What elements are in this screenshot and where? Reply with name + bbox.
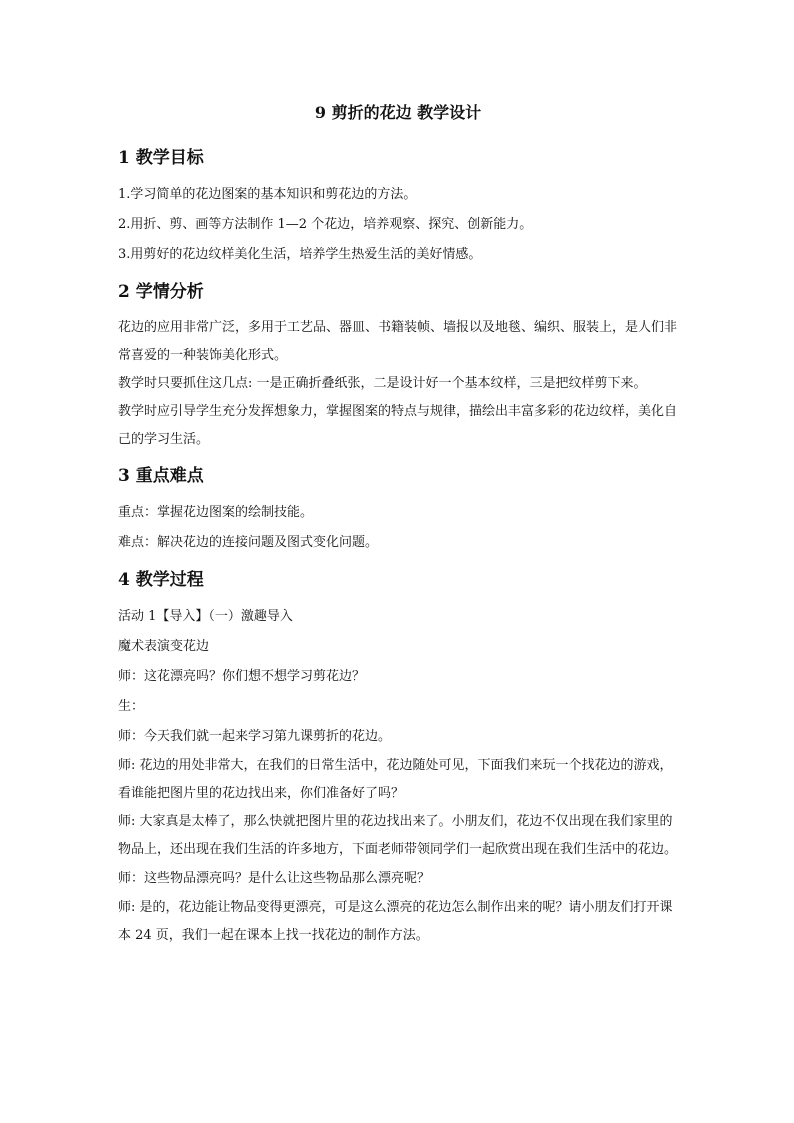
paragraph: 难点：解决花边的连接问题及图式变化问题。 <box>118 535 379 550</box>
paragraph: 教学时应引导学生充分发挥想象力，掌握图案的特点与规律，描绘出丰富多彩的花边纹样，美化自己的学习生活。 <box>118 404 678 447</box>
paragraph: 3.用剪好的花边纹样美化生活，培养学生热爱生活的美好情感。 <box>118 247 482 262</box>
section-heading: 4 教学过程 <box>118 570 204 590</box>
section-heading: 1 教学目标 <box>118 148 204 168</box>
paragraph: 生： <box>118 699 145 714</box>
section-teaching-goals <box>118 144 678 270</box>
paragraph: 花边的应用非常广泛，多用于工艺品、器皿、书籍装帧、墙报以及地毯、编织、服装上，是人们非常喜爱的一种装饰美化形式。 <box>118 320 678 363</box>
paragraph: 2.用折、剪、画等方法制作 1—2 个花边，培养观察、探究、创新能力。 <box>118 217 533 232</box>
paragraph: 活动 1【导入】（一）激趣导入 <box>118 609 293 624</box>
paragraph: 师：今天我们就一起来学习第九课剪折的花边。 <box>118 729 392 744</box>
section-learner-analysis <box>118 278 678 454</box>
section-heading: 2 学情分析 <box>118 282 204 302</box>
document-title: 9 剪折的花边 教学设计 <box>314 103 482 122</box>
section-key-points <box>118 462 678 558</box>
paragraph: 重点：掌握花边图案的绘制技能。 <box>118 505 314 520</box>
paragraph: 师：这些物品漂亮吗？是什么让这些物品那么漂亮呢？ <box>118 871 431 886</box>
paragraph: 教学时只要抓住这几点: 一是正确折叠纸张，二是设计好一个基本纹样，三是把纹样剪下来。 <box>118 376 647 391</box>
paragraph: 师：这花漂亮吗？你们想不想学习剪花边？ <box>118 669 366 684</box>
paragraph: 魔术表演变花边 <box>118 639 210 654</box>
section-teaching-process <box>118 566 678 950</box>
paragraph: 师: 是的，花边能让物品变得更漂亮，可是这么漂亮的花边怎么制作出来的呢？请小朋友们打开课本 24 页，我们一起在课本上找一找花边的制作方法。 <box>118 900 673 943</box>
paragraph: 1.学习简单的花边图案的基本知识和剪花边的方法。 <box>118 187 417 202</box>
section-heading: 3 重点难点 <box>118 466 204 486</box>
paragraph: 师: 大家真是太棒了，那么快就把图片里的花边找出来了。小朋友们，花边不仅出现在我们家里的物品上，还出现在我们生活的许多地方，下面老师带领同学们一起欣赏出现在我们生活中的花边。 <box>118 814 678 857</box>
paragraph: 师: 花边的用处非常大，在我们的日常生活中，花边随处可见，下面我们来玩一个找花边的游戏，看谁能把图片里的花边找出来，你们准备好了吗？ <box>118 758 673 801</box>
document-page <box>118 100 678 950</box>
